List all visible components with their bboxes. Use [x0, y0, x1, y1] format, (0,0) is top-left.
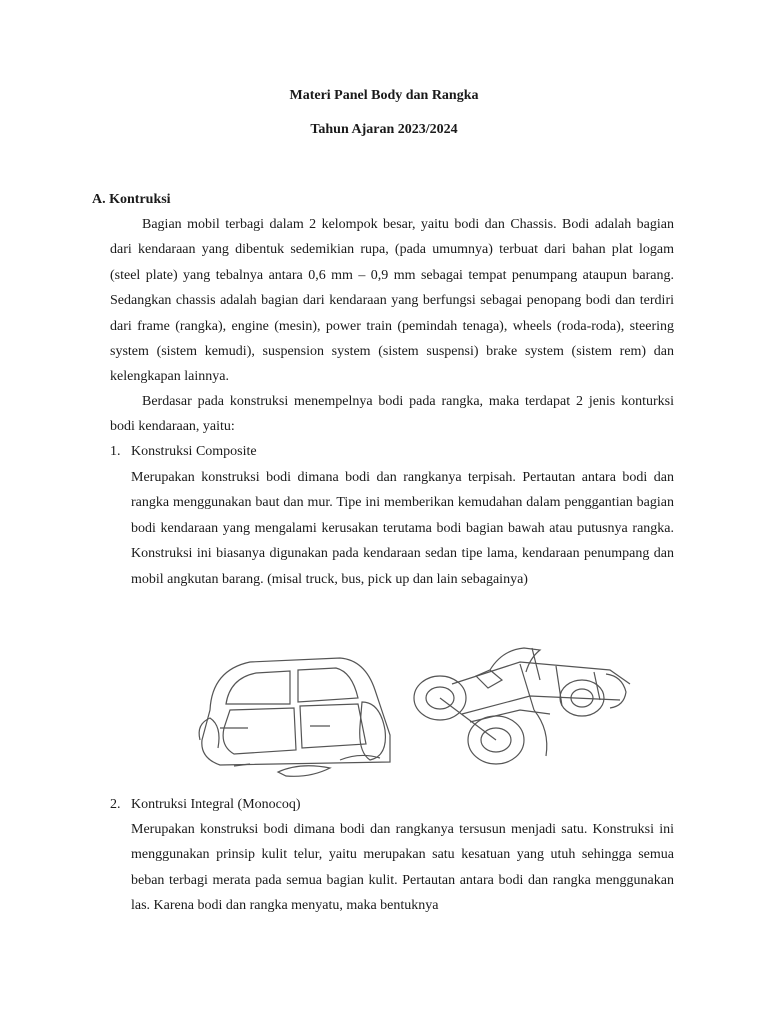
list-number: 2. — [110, 797, 121, 812]
section-heading: A. Kontruksi — [92, 192, 171, 207]
figure-body-and-chassis — [190, 640, 642, 778]
paragraph-bodi-chassis: Bagian mobil terbagi dalam 2 kelompok besar, yaitu bodi dan Chassis. Bodi adalah bagian dari kendaraan yang dibentuk sedemikian rupa, (pada umumnya) terbuat dari bahan plat logam (steel plate) yang tebalnya antara 0,6 mm – 0,9 mm sebagai tempat penumpang ataupun barang. Sedangkan chassis adalah bagian dari kendaraan yang berfungsi sebagai penopang bodi dan terdiri dari frame (rangka), engine (mesin), power train (pemindah tenaga), wheels (roda-roda), steering system (sistem kemudi), suspension system (sistem suspensi) brake system (sistem rem) dan kelengkapan lainnya. — [110, 217, 674, 385]
list-item-composite-label — [110, 439, 257, 464]
paragraph-jenis-konstruksi: Berdasar pada konstruksi menempelnya bodi pada rangka, maka terdapat 2 jenis konturksi bodi kendaraan, yaitu: — [110, 394, 674, 435]
list-label: Konstruksi Composite — [131, 444, 257, 459]
car-body-shell-icon — [199, 658, 390, 776]
document-title: Materi Panel Body dan Rangka — [289, 88, 479, 103]
paragraph-integral: Merupakan konstruksi bodi dimana bodi dan rangkanya tersusun menjadi satu. Konstruksi ini menggunakan prinsip kulit telur, yaitu merupakan satu kesatuan yang utuh sehingga semua beban terbagi merata pada semua bagian kulit. Pertautan antara bodi dan rangka menggunakan las. Karena bodi dan rangka menyatu, maka bentuknya — [131, 822, 674, 914]
list-item-integral-label — [110, 792, 301, 817]
chassis-frame-icon — [414, 648, 630, 764]
paragraph-composite: Merupakan konstruksi bodi dimana bodi dan rangkanya terpisah. Pertautan antara bodi dan rangka menggunakan baut dan mur. Tipe ini memberikan kemudahan dalam penggantian bagian bodi kendaraan yang mengalami kerusakan terutama bodi bagian bawah atau putusnya rangka. Konstruksi ini biasanya digunakan pada kendaraan sedan tipe lama, kendaraan penumpang dan mobil angkutan barang. (misal truck, bus, pick up dan lain sebagainya) — [131, 470, 674, 587]
list-label: Kontruksi Integral (Monocoq) — [131, 797, 301, 812]
document-subtitle: Tahun Ajaran 2023/2024 — [310, 122, 458, 137]
list-number: 1. — [110, 444, 121, 459]
